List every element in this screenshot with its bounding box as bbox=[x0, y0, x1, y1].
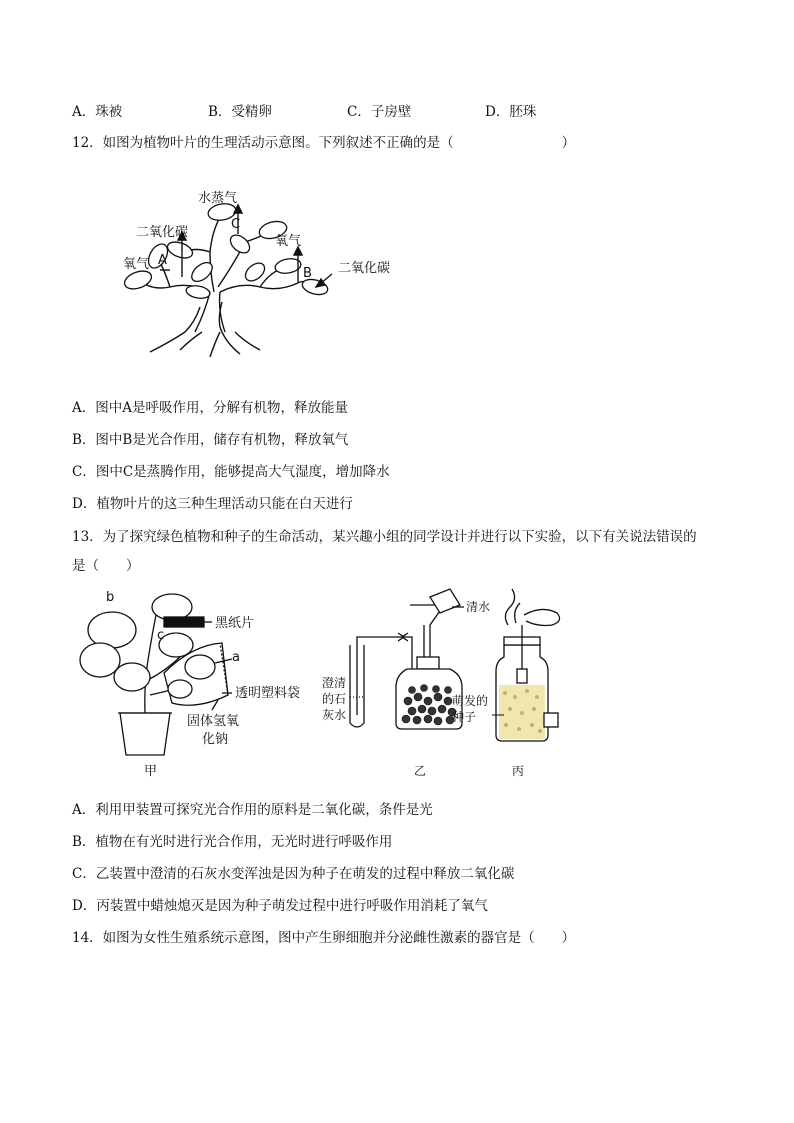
label-naoh-1: 固体氢氧 bbox=[187, 714, 240, 729]
label-c-jia: c bbox=[157, 628, 165, 643]
label-black-paper: 黑纸片 bbox=[215, 616, 255, 631]
label-seeds-1: 萌发的 bbox=[452, 694, 489, 708]
label-o2-right: 氧气 bbox=[275, 234, 302, 249]
label-yi: 乙 bbox=[414, 764, 427, 778]
q12-option-c: C．图中C是蒸腾作用，能够提高大气湿度，增加降水 bbox=[72, 464, 390, 480]
label-water-vapor: 水蒸气 bbox=[198, 191, 238, 206]
label-a: A bbox=[158, 253, 167, 268]
label-plastic-bag: 透明塑料袋 bbox=[235, 686, 301, 701]
q13-option-d: D．丙装置中蜡烛熄灭是因为种子萌发过程中进行呼吸作用消耗了氧气 bbox=[72, 898, 488, 914]
q12-plant-diagram bbox=[110, 182, 400, 367]
q13-stem-line1: 13．为了探究绿色植物和种子的生命活动，某兴趣小组的同学设计并进行以下实验，以下有关说法错误的 bbox=[72, 529, 697, 545]
label-co2-left: 二氧化碳 bbox=[136, 225, 189, 240]
q12-stem: 12．如图为植物叶片的生理活动示意图。下列叙述不正确的是（ ） bbox=[72, 135, 576, 151]
q11-option-b: B．受精卵 bbox=[208, 104, 272, 120]
q11-option-d: D．胚珠 bbox=[485, 104, 537, 120]
q13-experiment-diagram bbox=[72, 585, 572, 785]
label-co2-right: 二氧化碳 bbox=[338, 261, 391, 276]
label-c: C bbox=[231, 217, 241, 232]
q12-option-b: B．图中B是光合作用，储存有机物，释放氧气 bbox=[72, 432, 349, 448]
label-jia: 甲 bbox=[144, 764, 158, 779]
q13-option-c: C．乙装置中澄清的石灰水变浑浊是因为种子在萌发的过程中释放二氧化碳 bbox=[72, 866, 515, 882]
q14-stem: 14．如图为女性生殖系统示意图，图中产生卵细胞并分泌雌性激素的器官是（ ） bbox=[72, 930, 576, 946]
q11-option-a: A．珠被 bbox=[72, 104, 123, 120]
label-naoh-2: 化钠 bbox=[202, 732, 229, 747]
q13-option-b: B．植物在有光时进行光合作用，无光时进行呼吸作用 bbox=[72, 834, 393, 850]
label-b-jia: b bbox=[106, 590, 115, 605]
q11-option-c: C．子房壁 bbox=[347, 104, 412, 120]
label-bing: 丙 bbox=[512, 764, 525, 778]
q13-stem-line2: 是（ ） bbox=[72, 558, 140, 574]
label-limewater-2: 的石 bbox=[322, 692, 347, 706]
label-limewater-1: 澄清 bbox=[322, 676, 347, 690]
label-water: 清水 bbox=[466, 600, 491, 614]
label-b: B bbox=[303, 266, 312, 281]
q12-option-a: A．图中A是呼吸作用，分解有机物，释放能量 bbox=[72, 400, 348, 416]
label-o2-left: 氧气 bbox=[123, 257, 150, 272]
label-limewater-3: 灰水 bbox=[322, 708, 347, 722]
label-seeds-2: 种子 bbox=[452, 710, 477, 724]
q12-option-d: D．植物叶片的这三种生理活动只能在白天进行 bbox=[72, 496, 353, 512]
q13-option-a: A．利用甲装置可探究光合作用的原料是二氧化碳，条件是光 bbox=[72, 802, 433, 818]
label-a-jia: a bbox=[232, 650, 240, 665]
